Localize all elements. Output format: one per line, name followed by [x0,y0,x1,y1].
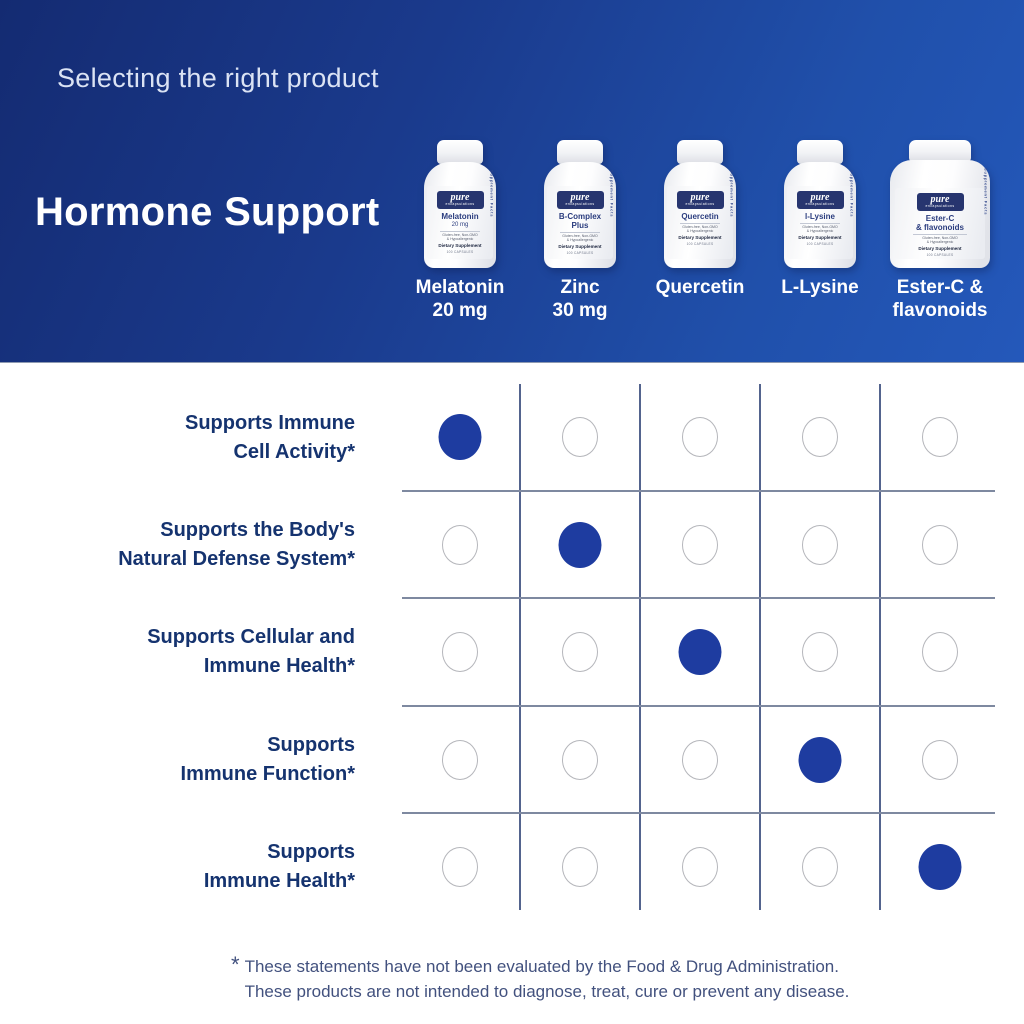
matrix-dot-filled [799,737,842,783]
matrix-dot-empty [682,525,718,565]
capsule-count: 100 CAPSULES [446,249,474,254]
bottle-cap [677,140,723,164]
matrix-dot-empty [802,632,838,672]
grid-vertical-line [639,384,641,910]
bottle-claims: Gluten-free, Non-GMO & Hypoallergenic [922,236,958,245]
supplement-facts-strip: Supplement Facts [849,170,855,218]
bottle-melatonin [424,140,496,268]
bottle-claims: Gluten-free, Non-GMO & Hypoallergenic [802,225,838,234]
bottle-body [784,162,856,268]
bottle-body [424,162,496,268]
bottle-cap [797,140,843,164]
bottle-label [427,186,493,259]
bottle-cap [437,140,483,164]
bottle-l-lysine [784,140,856,268]
bottle-cap [909,140,971,162]
hero-banner [0,0,1024,362]
bottle-claims: Gluten-free, Non-GMO & Hypoallergenic [682,225,718,234]
row-label-immune-cell-activity: Supports Immune Cell Activity* [184,412,355,463]
matrix-dot-filled [439,414,482,460]
product-caption-quercetin: Quercetin [655,277,745,298]
fda-disclaimer [231,954,849,1004]
bottle-product-name: l-Lysine [805,212,835,221]
product-l-lysine [755,140,885,299]
product-quercetin [635,140,765,299]
capsule-count: 100 CAPSULES [806,241,834,246]
matrix-dot-empty [442,740,478,780]
bottle-product-name: Melatonin [441,212,479,221]
footnote-text: These statements have not been evaluated by the Food & Drug Administration. These products are not intended to diagnose, treat, cure or prevent any disease. [244,957,850,1001]
row-label-immune-function: Supports Immune Function* [180,734,355,785]
grid-vertical-line [879,384,881,910]
label-divider [440,231,480,232]
matrix-dot-empty [442,632,478,672]
bottle-claims: Gluten-free, Non-GMO & Hypoallergenic [562,234,598,243]
hero-tagline: Selecting the right product [57,63,379,93]
matrix-dot-empty [922,525,958,565]
bottle-claims: Gluten-free, Non-GMO & Hypoallergenic [442,233,478,242]
capsule-count: 100 CAPSULES [686,241,714,246]
row-label-cellular-immune-health: Supports Cellular and Immune Health* [147,626,355,677]
label-divider [680,223,720,224]
row-label-natural-defense-system: Supports the Body's Natural Defense System* [118,519,355,570]
matrix-dot-empty [922,740,958,780]
bottle-label [547,186,613,259]
bottle-label [667,186,733,259]
matrix-dot-empty [682,847,718,887]
product-caption-l-lysine: L-Lysine [781,277,859,298]
label-divider [913,234,967,235]
bottle-zinc [544,140,616,268]
grid-vertical-line [759,384,761,910]
product-zinc [515,140,645,322]
footnote-asterisk: * [231,952,240,977]
matrix-dot-empty [802,417,838,457]
pure-encapsulations-logo: pure encapsulations [437,191,484,209]
bottle-dose: 20 mg [451,222,469,228]
matrix-dot-empty [802,525,838,565]
grid-vertical-line [519,384,521,910]
bottle-product-name: Ester-C & flavonoids [915,214,964,232]
product-caption-zinc: Zinc 30 mg [552,277,608,321]
supplement-facts-strip: Supplement Facts [983,168,989,216]
grid-horizontal-line [402,490,995,492]
bottle-label [787,186,853,259]
matrix-dot-empty [442,847,478,887]
pure-encapsulations-logo: pure encapsulations [917,193,964,211]
product-caption-ester-c: Ester-C & flavonoids [892,277,988,321]
product-caption-melatonin: Melatonin 20 mg [415,277,505,321]
matrix-dot-empty [682,417,718,457]
page-title: Hormone Support [35,190,380,234]
pure-encapsulations-logo: pure encapsulations [677,191,724,209]
matrix-dot-empty [682,740,718,780]
label-divider [800,223,840,224]
dietary-supplement-text: Dietary Supplement [558,244,602,250]
matrix-dot-empty [562,632,598,672]
grid-horizontal-line [402,705,995,707]
capsule-count: 100 CAPSULES [926,252,954,257]
bottle-quercetin [664,140,736,268]
product-ester-c [875,140,1005,322]
supplement-facts-strip: Supplement Facts [729,170,735,218]
bottle-label [895,188,985,259]
capsule-count: 100 CAPSULES [566,250,594,255]
row-label-immune-health: Supports Immune Health* [203,841,355,892]
supplement-facts-strip: Supplement Facts [489,170,495,218]
bottle-product-name: Quercetin [681,212,719,221]
grid-horizontal-line [402,597,995,599]
dietary-supplement-text: Dietary Supplement [918,246,962,252]
matrix-dot-empty [562,847,598,887]
dietary-supplement-text: Dietary Supplement [678,235,722,241]
dietary-supplement-text: Dietary Supplement [438,243,482,249]
supplement-facts-strip: Supplement Facts [609,170,615,218]
matrix-dot-filled [679,629,722,675]
bottle-body [544,162,616,268]
bottle-body [664,162,736,268]
bottle-product-name: B-Complex Plus [558,212,602,230]
matrix-dot-empty [922,417,958,457]
pure-encapsulations-logo: pure encapsulations [557,191,604,209]
matrix-dot-empty [922,632,958,672]
matrix-dot-empty [802,847,838,887]
bottle-ester-c [890,140,990,268]
label-divider [560,232,600,233]
matrix-dot-empty [562,417,598,457]
bottle-cap [557,140,603,164]
product-melatonin [395,140,525,322]
matrix-dot-filled [919,844,962,890]
grid-horizontal-line [402,812,995,814]
pure-encapsulations-logo: pure encapsulations [797,191,844,209]
bottle-body [890,160,990,268]
dietary-supplement-text: Dietary Supplement [798,235,842,241]
matrix-dot-empty [562,740,598,780]
matrix-dot-empty [442,525,478,565]
matrix-dot-filled [559,522,602,568]
